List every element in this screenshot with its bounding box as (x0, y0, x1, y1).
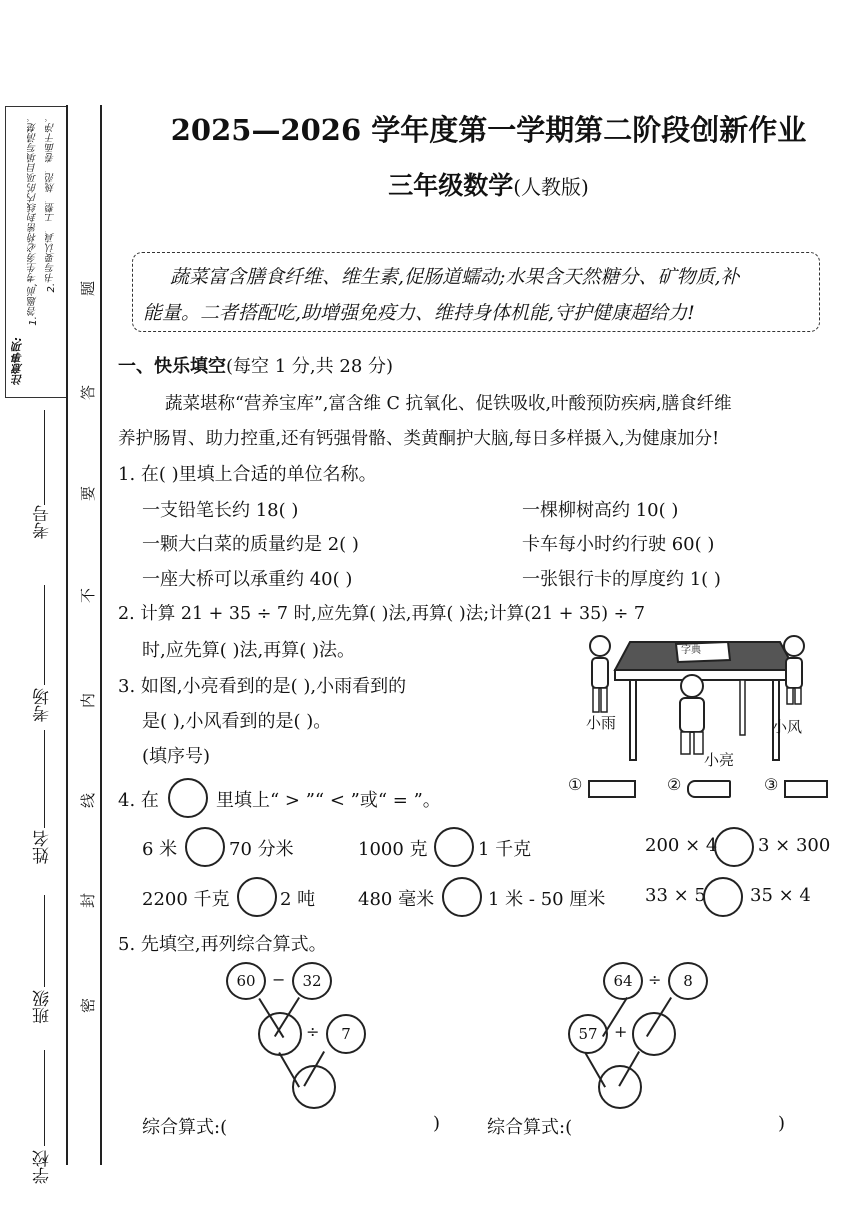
tree-result-node[interactable] (292, 1065, 336, 1109)
notice-line-1: 1.答题前,考生务必将密封线内的项目填写清楚。 (28, 113, 39, 326)
section-heading (118, 352, 393, 378)
q1-item[interactable]: 一颗大白菜的质量约是 2( ) (142, 534, 359, 555)
compare-circle[interactable] (237, 877, 277, 917)
subtitle-main: 三年级数学 (388, 171, 514, 200)
tree-node: 8 (668, 962, 708, 1000)
label-xiaofeng: 小风 (772, 718, 803, 736)
compare-circle[interactable] (185, 827, 225, 867)
q3-line-2[interactable]: 是( ),小风看到的是( )。 (142, 711, 332, 732)
q1-item[interactable]: 一支铅笔长约 18( ) (142, 500, 299, 521)
q5-stem: 5. 先填空,再列综合算式。 (118, 934, 327, 955)
person-xiaoliang-icon (681, 675, 703, 697)
seal-char: 封 (79, 892, 98, 909)
binding-line-left (66, 105, 68, 1165)
q4-left: 480 毫米 (358, 889, 435, 910)
page-title: 2025—2026 学年度第一学期第二阶段创新作业 (170, 113, 807, 147)
q4-left: 200 × 4 (645, 835, 718, 856)
compare-circle[interactable] (442, 877, 482, 917)
name-field[interactable] (44, 730, 45, 828)
exam-room-label: 考场 (33, 688, 53, 722)
exam-no-field[interactable] (44, 410, 45, 505)
page-subtitle (110, 166, 867, 202)
notice-title: 注意事项: (11, 337, 24, 386)
q4-left: 33 × 5 (645, 885, 706, 906)
q4-right: 1 千克 (478, 839, 532, 860)
notice-line-2: 2.书写要认真、工整、规范、卷面干净。 (46, 113, 57, 293)
formula-input-2[interactable] (582, 1110, 777, 1138)
q1-item[interactable]: 一座大桥可以承重约 40( ) (142, 569, 353, 590)
tree-operator: ÷ (306, 1022, 320, 1041)
seal-char: 不 (79, 587, 98, 604)
option-1-icon (588, 780, 636, 798)
class-field[interactable] (44, 895, 45, 987)
compare-circle[interactable] (703, 877, 743, 917)
tree-node: 57 (568, 1014, 608, 1054)
q1-item[interactable]: 卡车每小时约行驶 60( ) (522, 534, 715, 555)
section-para-1: 蔬菜堪称“营养宝库”,富含维 C 抗氧化、促铁吸收,叶酸预防疾病,膳食纤维 (165, 394, 732, 414)
tree-blank-node[interactable] (258, 1012, 302, 1056)
seal-char: 要 (79, 485, 98, 502)
option-2-icon (687, 780, 731, 798)
tree-blank-node[interactable] (632, 1012, 676, 1056)
q4-right: 70 分米 (229, 839, 294, 860)
compare-circle[interactable] (714, 827, 754, 867)
formula-label: 综合算式:( (142, 1117, 228, 1138)
school-label: 学校 (33, 1150, 53, 1184)
seal-char: 内 (79, 692, 98, 709)
label-xiaoyu: 小雨 (586, 714, 617, 732)
q4-left: 1000 克 (358, 839, 428, 860)
exam-room-field[interactable] (44, 585, 45, 685)
q4-right: 2 吨 (280, 889, 316, 910)
q1-stem: 1. 在( )里填上合适的单位名称。 (118, 464, 377, 485)
q1-item[interactable]: 一张银行卡的厚度约 1( ) (522, 569, 721, 590)
formula-close: ) (433, 1113, 441, 1134)
formula-label: 综合算式:( (487, 1117, 573, 1138)
tree-node: 64 (603, 962, 643, 1000)
formula-close: ) (778, 1113, 786, 1134)
compare-circle[interactable] (434, 827, 474, 867)
tree-node: 7 (326, 1014, 366, 1054)
tree-operator: ÷ (648, 970, 662, 989)
q4-left: 2200 千克 (142, 889, 230, 910)
person-xiaoyu-icon (590, 636, 610, 656)
intro-line-1: 蔬菜富含膳食纤维、维生素,促肠道蠕动;水果含天然糖分、矿物质,补 (170, 266, 740, 288)
name-label: 姓名 (33, 830, 53, 864)
q4-right: 35 × 4 (750, 885, 811, 906)
section-para-2: 养护肠胃、助力控重,还有钙强骨骼、类黄酮护大脑,每日多样摄入,为健康加分! (118, 429, 720, 449)
seal-char: 题 (79, 280, 98, 297)
q3-line-1[interactable]: 3. 如图,小亮看到的是( ),小雨看到的 (118, 676, 407, 697)
q4-left: 6 米 (142, 839, 178, 860)
q4-right: 1 米 - 50 厘米 (488, 889, 606, 910)
option-3-label: ③ (764, 775, 779, 794)
tree-node: 60 (226, 962, 266, 1000)
formula-input-1[interactable] (236, 1110, 431, 1138)
exam-no-label: 考号 (33, 505, 53, 539)
q4-right: 3 × 300 (758, 835, 831, 856)
tree-operator: + (614, 1022, 628, 1041)
option-3-icon (784, 780, 828, 798)
seal-char: 密 (79, 997, 98, 1014)
notice-box (5, 106, 67, 398)
q3-line-3: (填序号) (142, 746, 211, 767)
label-xiaoliang: 小亮 (704, 751, 735, 769)
q4-stem-a: 4. 在 (118, 790, 159, 811)
q2-line-2[interactable]: 时,应先算( )法,再算( )法。 (142, 640, 355, 661)
q2-line-1[interactable]: 2. 计算 21 + 35 ÷ 7 时,应先算( )法,再算( )法;计算(21 + 35) ÷ 7 (118, 604, 645, 624)
subtitle-edition: (人教版) (513, 175, 589, 199)
q1-item[interactable]: 一棵柳树高约 10( ) (522, 500, 679, 521)
school-field[interactable] (44, 1050, 45, 1146)
tree-operator: − (272, 970, 286, 989)
option-1-label: ① (568, 775, 583, 794)
binding-line-right (100, 105, 102, 1165)
intro-line-2: 能量。二者搭配吃,助增强免疫力、维持身体机能,守护健康超给力! (143, 302, 695, 324)
seal-char: 线 (79, 792, 98, 809)
book-label: 字典 (681, 645, 701, 656)
section-title: 一、快乐填空 (118, 356, 226, 377)
seal-char: 答 (79, 384, 98, 401)
tree-result-node[interactable] (598, 1065, 642, 1109)
person-xiaofeng-icon (784, 636, 804, 656)
class-label: 班级 (33, 990, 53, 1024)
compare-circle-icon (168, 778, 208, 818)
option-2-label: ② (667, 775, 682, 794)
tree-node: 32 (292, 962, 332, 1000)
section-score: (每空 1 分,共 28 分) (226, 356, 394, 377)
q4-stem-b: 里填上“ > ”“ < ”或“ = ”。 (216, 790, 441, 811)
